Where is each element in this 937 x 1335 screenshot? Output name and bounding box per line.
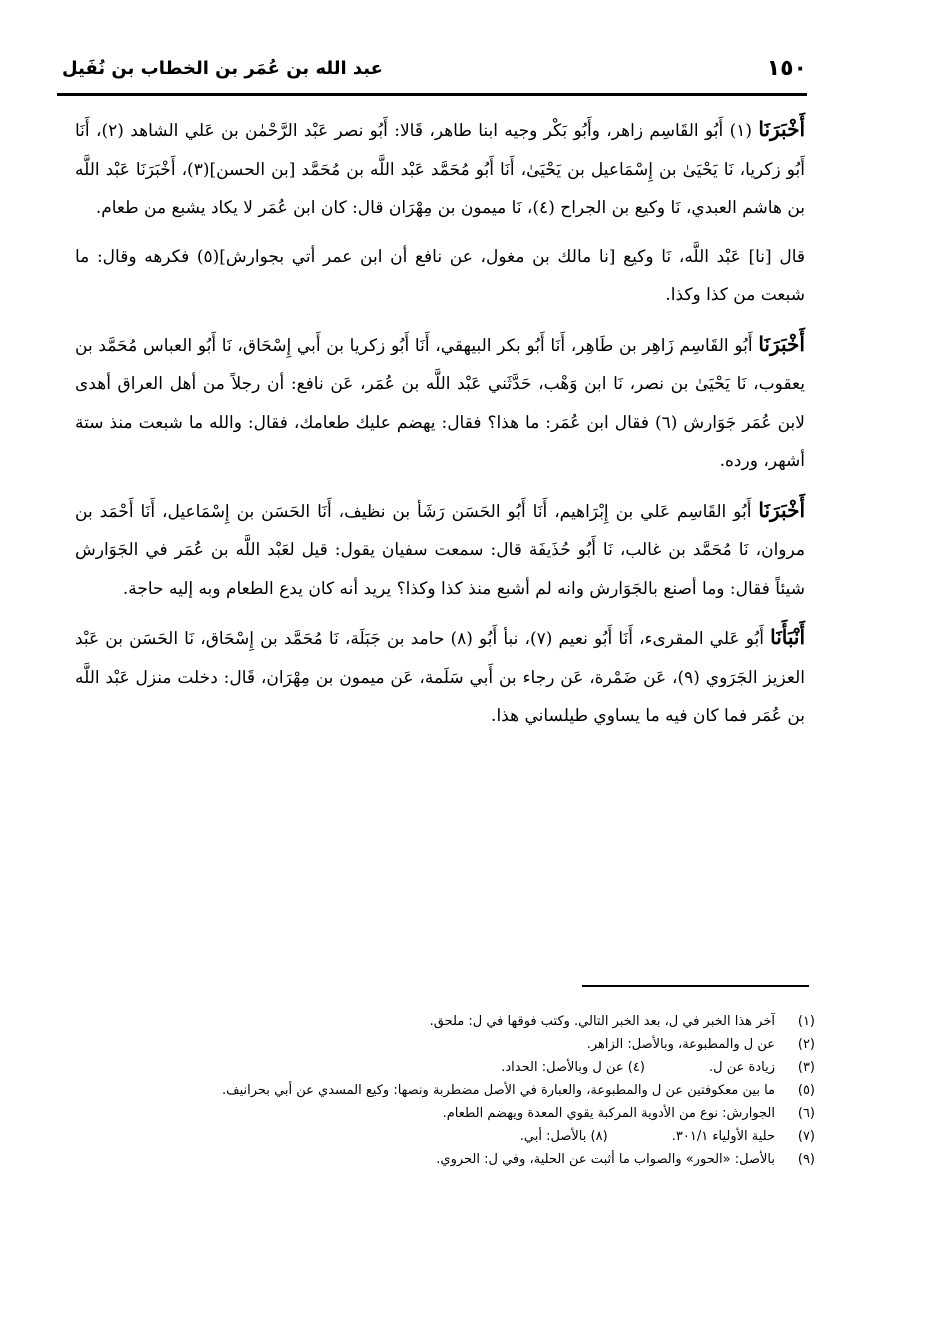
paragraph-text: (١) أَبُو القَاسِم زاهر، وأَبُو بَكْر وجيه ابنا طاهر، قَالا: أَبُو نصر عَبْد الرَّحْمٰن بن عَلي الشاهد (٢)، أَنَا أَبُو زكريا، نَا يَحْيَىٰ بن إِسْمَاعيل بن يَحْيَىٰ، أَنَا أَبُو مُحَمَّد عَبْد اللَّه بن مُحَمَّد [بن الحسن](٣)، أَخْبَرَنَا عَبْد اللَّه بن هاشم العبدي، نَا وكيع بن الجراح (٤)، نَا ميمون بن مِهْرَان قال: كان ابن عُمَر لا يكاد يشبع من طعام. [75, 121, 805, 218]
paragraph-4 [75, 491, 805, 609]
footnote-3 [90, 1056, 815, 1079]
paragraph-lead: أَخْبَرَنَا [758, 497, 805, 522]
footnote-6 [90, 1102, 815, 1125]
paragraph-lead: أَخْبَرَنَا [758, 117, 805, 141]
paragraph-text: أَبُو القَاسِم زَاهِر بن طَاهِر، أَنَا أَبُو بكر البيهقي، أَنَا أَبُو زكريا بن أَبي إِسْحَاق، نَا أَبُو العباس مُحَمَّد بن يعقوب، نَا يَحْيَىٰ بن نصر، نَا ابن وَهْب، حَدَّثَني عَبْد اللَّه بن عُمَر، عَن نافع: أن رجلاً من أهل العراق أهدى لابن عُمَر جَوَارش (٦) فقال ابن عُمَر: ما هذا؟ فقال: يهضم عليك طعامك، فقال: والله ما شبعت منذ ستة أشهر، ورده. [75, 335, 805, 471]
footnotes [90, 1010, 815, 1171]
footnote-number: (٨) [590, 1129, 608, 1144]
footnote-number: (١) [797, 1014, 815, 1029]
main-text [75, 110, 805, 746]
footnote-number: (٦) [797, 1106, 815, 1121]
footnote-number: (٣) [797, 1060, 815, 1075]
paragraph-text: أَبُو القَاسِم عَلي بن إِبْرَاهيم، أَنَا أَبُو الحَسَن رَشَأ بن نظيف، أَنَا الحَسَن بن إِسْمَاعيل، أَنَا أَحْمَد بن مروان، نَا مُحَمَّد بن غالب، نَا أَبُو حُذَيفَة قال: سمعت سفيان يقول: قيل لعَبْد اللَّه بن عُمَر في الجَوَارش شيئاً فقال: وما أصنع بالجَوَارش وانه لم أشبع منذ كذا وكذا؟ يريد أنه كان يدع الطعام وبه إليه حاجة. [75, 501, 805, 599]
footnote-text: عن ل وبالأصل: الحداد. [501, 1060, 624, 1075]
footnote-number: (٢) [797, 1037, 815, 1052]
paragraph-2 [75, 238, 805, 315]
footnote-text: زيادة عن ل. [709, 1060, 775, 1075]
footnote-2 [90, 1033, 815, 1056]
footnote-text: حلية الأولياء ٣٠١/١. [671, 1129, 775, 1144]
footnote-text: عن ل والمطبوعة، وبالأصل: الزاهر. [586, 1037, 775, 1052]
page-header [62, 50, 807, 90]
footnote-text: آخر هذا الخبر في ل، بعد الخبر التالي. وكتب فوقها في ل: ملحق. [429, 1014, 775, 1029]
footnote-number: (٥) [797, 1083, 815, 1098]
footnote-text: بالأصل: أبي. [519, 1129, 587, 1144]
paragraph-text: قال [نا] عَبْد اللَّه، نَا وكيع [نا مالك بن مغول، عن نافع أن ابن عمر أتي بجوارش](٥) فكرهه وقال: ما شبعت من كذا وكذا. [75, 246, 805, 305]
header-rule [57, 93, 807, 96]
paragraph-lead: أَخْبَرَنَا [758, 331, 805, 356]
footnote-text: الجوارش: نوع من الأدوية المركبة يقوي المعدة ويهضم الطعام. [442, 1106, 775, 1121]
paragraph-3 [75, 325, 805, 481]
footnote-separator [582, 985, 809, 987]
footnote-5 [90, 1079, 815, 1102]
page-number: ١٥٠ [766, 56, 807, 81]
footnote-text: ما بين معكوفتين عن ل والمطبوعة، والعبارة في الأصل مضطربة ونصها: وكيع المسدي عن أبي بحرانيف. [222, 1083, 775, 1098]
footnote-text: بالأصل: «الحور» والصواب ما أثبت عن الحلية، وفي ل: الحروي. [436, 1152, 775, 1167]
footnote-number: (٤) [627, 1060, 645, 1075]
running-title: عبد الله بن عُمَر بن الخطاب بن نُفَيل [62, 58, 383, 79]
footnote-1 [90, 1010, 815, 1033]
paragraph-5 [75, 618, 805, 736]
footnote-number: (٩) [797, 1152, 815, 1167]
footnote-number: (٧) [797, 1129, 815, 1144]
paragraph-lead: أَنْبَأَنَا [770, 625, 806, 649]
paragraph-text: أَبُو عَلي المقرىء، أَنَا أَبُو نعيم (٧)، نبأ أَبُو (٨) حامد بن جَبَلَة، نَا مُحَمَّد بن إِسْحَاق، نَا الحَسَن بن عَبْد العزيز الجَرَوي (٩)، عَن ضَمْرة، عَن رجاء بن أَبي سَلَمة، عَن ميمون بن مِهْرَان، قَال: دخلت منزل عَبْد اللَّه بن عُمَر فما كان فيه ما يساوي طيلساني هذا. [75, 629, 805, 726]
paragraph-1 [75, 110, 805, 228]
footnote-9 [90, 1148, 815, 1171]
footnote-7 [90, 1125, 815, 1148]
